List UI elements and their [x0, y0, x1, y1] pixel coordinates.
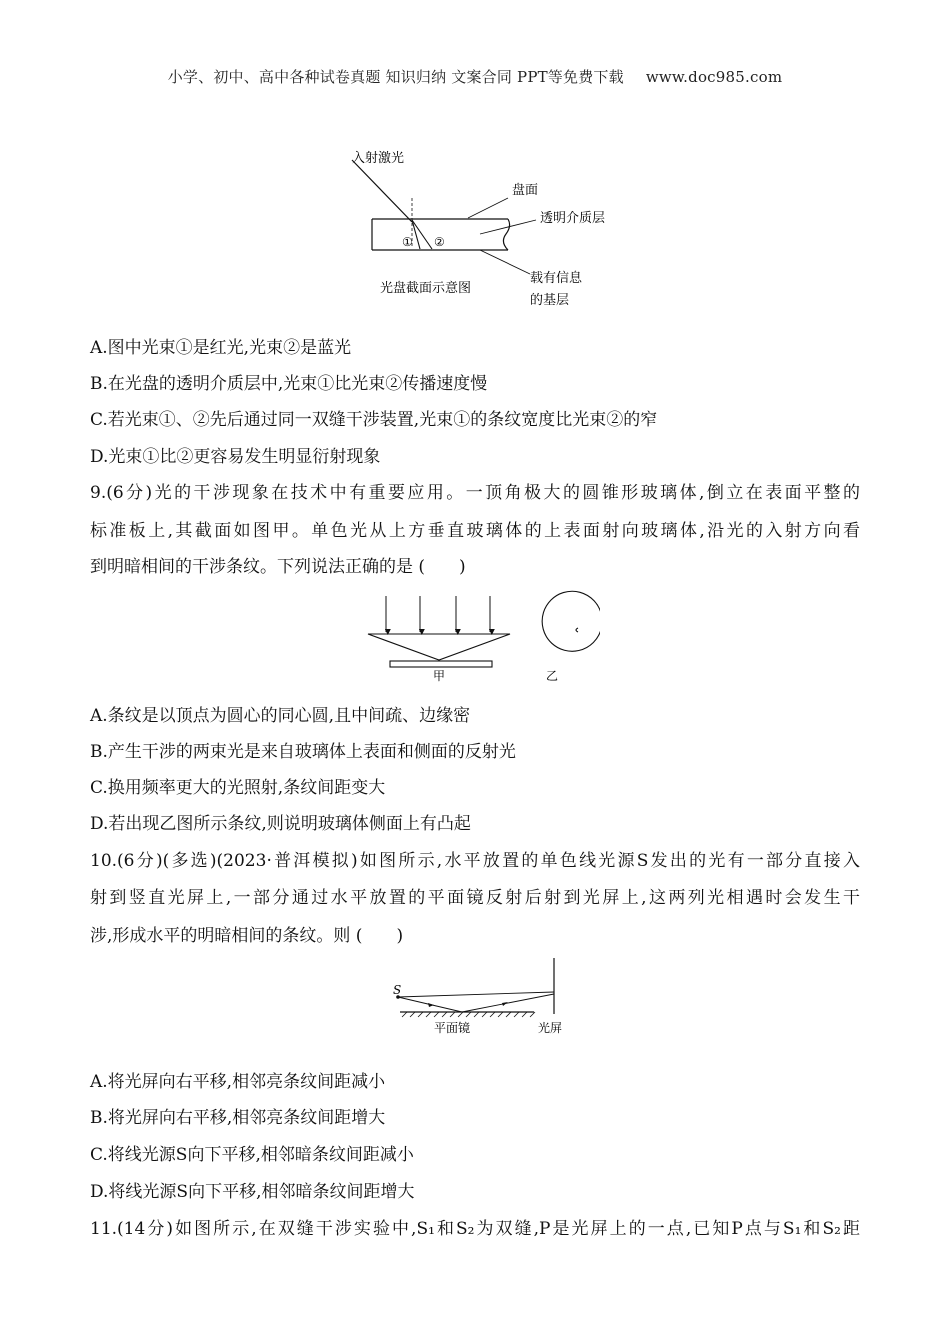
disc-figure-caption: 光盘截面示意图 — [380, 281, 472, 296]
cone-glass-section — [368, 634, 510, 660]
q9-option-c: C.换用频率更大的光照射,条纹间距变大 — [90, 778, 386, 798]
ray-arrowhead-1 — [428, 1003, 434, 1007]
mirror-label: 平面镜 — [434, 1021, 471, 1035]
q8-option-c: C.若光束①、②先后通过同一双缝干涉装置,光束①的条纹宽度比光束②的窄 — [90, 410, 658, 430]
surface-pointer — [468, 198, 508, 218]
reflected-ray — [462, 994, 554, 1012]
standard-plate — [390, 661, 492, 667]
q8-option-a: A.图中光束①是红光,光束②是蓝光 — [90, 338, 352, 358]
header-text: 小学、初中、高中各种试卷真题 知识归纳 文案合同 PPT等免费下载 — [167, 68, 624, 86]
q10-option-a: A.将光屏向右平移,相邻亮条纹间距减小 — [90, 1072, 386, 1092]
disc-right-break — [503, 219, 509, 250]
cone-interference-figure — [360, 590, 600, 682]
q11-stem-line-1: 11.(14分)如图所示,在双缝干涉实验中,S₁和S₂为双缝,P是光屏上的一点,已知P点与S₁和S₂距 — [90, 1219, 860, 1239]
q9-stem-line-3: 到明暗相间的干涉条纹。下列说法正确的是 ( ) — [90, 557, 466, 577]
mirror-hatching — [402, 1012, 535, 1017]
q9-stem-line-1: 9.(6分)光的干涉现象在技术中有重要应用。一顶角极大的圆锥形玻璃体,倒立在表面平整的 — [90, 483, 860, 503]
q9-option-d: D.若出现乙图所示条纹,则说明玻璃体侧面上有凸起 — [90, 814, 471, 834]
mirror-interference-figure — [388, 956, 588, 1040]
medium-label: 透明介质层 — [540, 211, 606, 226]
q10-option-b: B.将光屏向右平移,相邻亮条纹间距增大 — [90, 1108, 386, 1128]
q10-stem-line-2: 射到竖直光屏上,一部分通过水平放置的平面镜反射后射到光屏上,这两列光相遇时会发生干 — [90, 888, 860, 908]
source-label: S — [393, 983, 402, 997]
info-layer-label-1: 载有信息 — [530, 271, 583, 286]
q8-option-d: D.光束①比②更容易发生明显衍射现象 — [90, 447, 381, 467]
refracted-beam-2 — [412, 220, 432, 249]
ray-arrowhead-2 — [502, 1002, 508, 1006]
beam-2-label: ② — [434, 235, 445, 249]
surface-label: 盘面 — [512, 183, 539, 198]
incident-laser-ray — [352, 160, 412, 222]
beam-1-label: ① — [402, 235, 413, 249]
q10-option-d: D.将线光源S向下平移,相邻暗条纹间距增大 — [90, 1182, 415, 1202]
info-layer-pointer — [480, 250, 530, 274]
disc-cross-section-figure — [340, 140, 630, 315]
figure-label-jia: 甲 — [433, 669, 446, 682]
q9-stem-line-2: 标准板上,其截面如图甲。单色光从上方垂直玻璃体的上表面射向玻璃体,沿光的入射方向看 — [90, 521, 860, 541]
figure-label-yi: 乙 — [546, 669, 559, 682]
q9-option-b: B.产生干涉的两束光是来自玻璃体上表面和侧面的反射光 — [90, 742, 516, 762]
interference-circle-b — [542, 591, 600, 651]
q9-option-a: A.条纹是以顶点为圆心的同心圆,且中间疏、边缘密 — [90, 706, 471, 726]
q10-stem-line-1: 10.(6分)(多选)(2023·普洱模拟)如图所示,水平放置的单色线光源S发出的光有一部分直接入 — [90, 851, 860, 871]
q8-option-b: B.在光盘的透明介质层中,光束①比光束②传播速度慢 — [90, 374, 488, 394]
incident-laser-label: 入射激光 — [352, 151, 405, 166]
q10-option-c: C.将线光源S向下平移,相邻暗条纹间距减小 — [90, 1145, 414, 1165]
page-header — [0, 66, 950, 87]
direct-ray — [398, 992, 554, 997]
refracted-beam-1 — [412, 220, 420, 249]
screen-label: 光屏 — [538, 1021, 563, 1035]
q10-stem-line-3: 涉,形成水平的明暗相间的条纹。则 ( ) — [90, 926, 404, 946]
header-site: www.doc985.com — [645, 68, 783, 86]
info-layer-label-2: 的基层 — [530, 293, 570, 308]
